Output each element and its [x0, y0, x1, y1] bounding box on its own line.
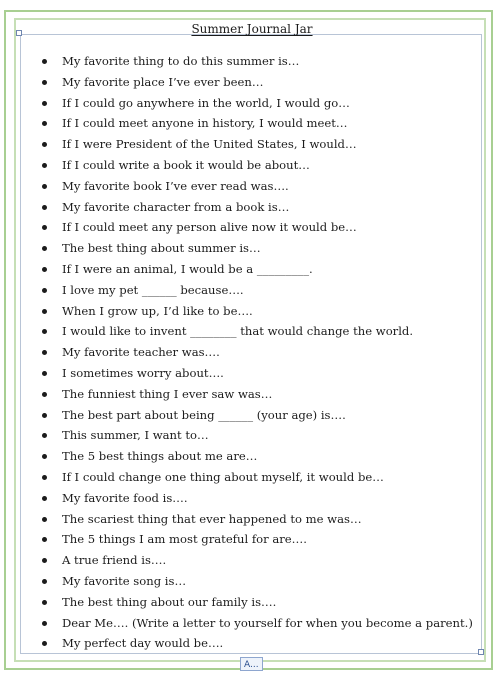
bullet-icon: [42, 537, 47, 542]
prompt-text: My favorite place I’ve ever been…: [62, 74, 264, 89]
prompt-text: My favorite thing to do this summer is…: [62, 54, 300, 68]
prompt-text: If I could meet anyone in history, I would meet…: [62, 116, 348, 131]
prompt-item: [42, 301, 472, 322]
resize-handle-bottom-right[interactable]: [478, 649, 484, 655]
prompt-text: If I were an animal, I would be a _________.: [62, 261, 313, 276]
bullet-icon: [42, 225, 47, 230]
prompt-text: The 5 best things about me are…: [62, 449, 258, 464]
bullet-icon: [42, 517, 47, 522]
bullet-icon: [42, 350, 47, 355]
bullet-icon: [42, 101, 47, 106]
text-box-anchor[interactable]: [240, 657, 263, 671]
bullet-icon: [42, 142, 47, 147]
prompt-item: [42, 529, 472, 550]
prompt-text: My favorite teacher was….: [62, 345, 220, 360]
bullet-icon: [42, 184, 47, 189]
prompt-text: I sometimes worry about….: [62, 365, 224, 380]
prompt-item: [42, 93, 472, 114]
prompt-text: My perfect day would be….: [62, 636, 224, 651]
document-title: Summer Journal Jar: [191, 22, 313, 36]
prompt-text: My favorite character from a book is…: [62, 199, 290, 214]
prompt-item: [42, 134, 472, 155]
prompt-item: [42, 488, 472, 509]
bullet-icon: [42, 475, 47, 480]
bullet-icon: [42, 309, 47, 314]
prompt-item: [42, 259, 472, 280]
prompt-text: The funniest thing I ever saw was…: [62, 386, 273, 401]
prompt-item: [42, 425, 472, 446]
prompt-item: [42, 571, 472, 592]
prompt-item: [42, 342, 472, 363]
prompt-item: [42, 321, 472, 342]
prompt-text: If I could go anywhere in the world, I would go…: [62, 95, 350, 110]
bullet-icon: [42, 246, 47, 251]
bullet-icon: [42, 558, 47, 563]
prompt-text: My favorite book I’ve ever read was….: [62, 178, 289, 193]
prompt-text: If I could write a book it would be about…: [62, 157, 310, 172]
bullet-icon: [42, 267, 47, 272]
bullet-icon: [42, 163, 47, 168]
bullet-icon: [42, 288, 47, 293]
bullet-icon: [42, 413, 47, 418]
prompt-text: This summer, I want to…: [62, 428, 209, 443]
bullet-icon: [42, 496, 47, 501]
prompt-item: [42, 363, 472, 384]
bullet-icon: [42, 392, 47, 397]
prompt-item: [42, 197, 472, 218]
bullet-icon: [42, 371, 47, 376]
prompt-item: [42, 405, 472, 426]
prompt-item: [42, 155, 472, 176]
prompt-text: If I could meet any person alive now it would be…: [62, 220, 357, 235]
bullet-icon: [42, 621, 47, 626]
prompt-item: [42, 72, 472, 93]
prompt-list: [42, 51, 472, 654]
bullet-icon: [42, 121, 47, 126]
prompt-text: If I could change one thing about myself, it would be…: [62, 469, 384, 484]
prompt-text: My favorite food is….: [62, 490, 188, 505]
prompt-item: [42, 176, 472, 197]
prompt-text: Dear Me…. (Write a letter to yourself for when you become a parent.): [62, 615, 473, 630]
prompt-item: [42, 384, 472, 405]
prompt-item: [42, 51, 472, 72]
bullet-icon: [42, 641, 47, 646]
prompt-item: [42, 633, 472, 654]
prompt-item: [42, 467, 472, 488]
prompt-item: [42, 113, 472, 134]
prompt-text: The best part about being ______ (your age) is….: [62, 407, 346, 422]
prompt-text: My favorite song is…: [62, 573, 187, 588]
prompt-text: The best thing about summer is…: [62, 241, 261, 256]
prompt-text: A true friend is….: [62, 553, 167, 568]
prompt-text: The best thing about our family is….: [62, 594, 277, 609]
prompt-text: The scariest thing that ever happened to me was…: [62, 511, 362, 526]
bullet-icon: [42, 329, 47, 334]
prompt-item: [42, 217, 472, 238]
prompt-item: [42, 613, 472, 634]
bullet-icon: [42, 205, 47, 210]
prompt-item: [42, 550, 472, 571]
prompt-item: [42, 446, 472, 467]
bullet-icon: [42, 579, 47, 584]
prompt-text: When I grow up, I’d like to be….: [62, 303, 253, 318]
bullet-icon: [42, 59, 47, 64]
prompt-text: If I were President of the United States, I would…: [62, 137, 357, 152]
bullet-icon: [42, 433, 47, 438]
prompt-text: I would like to invent ________ that would change the world.: [62, 324, 414, 339]
prompt-text: The 5 things I am most grateful for are….: [62, 532, 307, 547]
prompt-item: [42, 238, 472, 259]
prompt-item: [42, 509, 472, 530]
bullet-icon: [42, 600, 47, 605]
anchor-label: A: [244, 660, 250, 670]
bullet-icon: [42, 454, 47, 459]
prompt-text: I love my pet ______ because….: [62, 282, 244, 297]
prompt-item: [42, 592, 472, 613]
bullet-icon: [42, 80, 47, 85]
prompt-item: [42, 280, 472, 301]
anchor-dots: ...: [250, 660, 259, 670]
